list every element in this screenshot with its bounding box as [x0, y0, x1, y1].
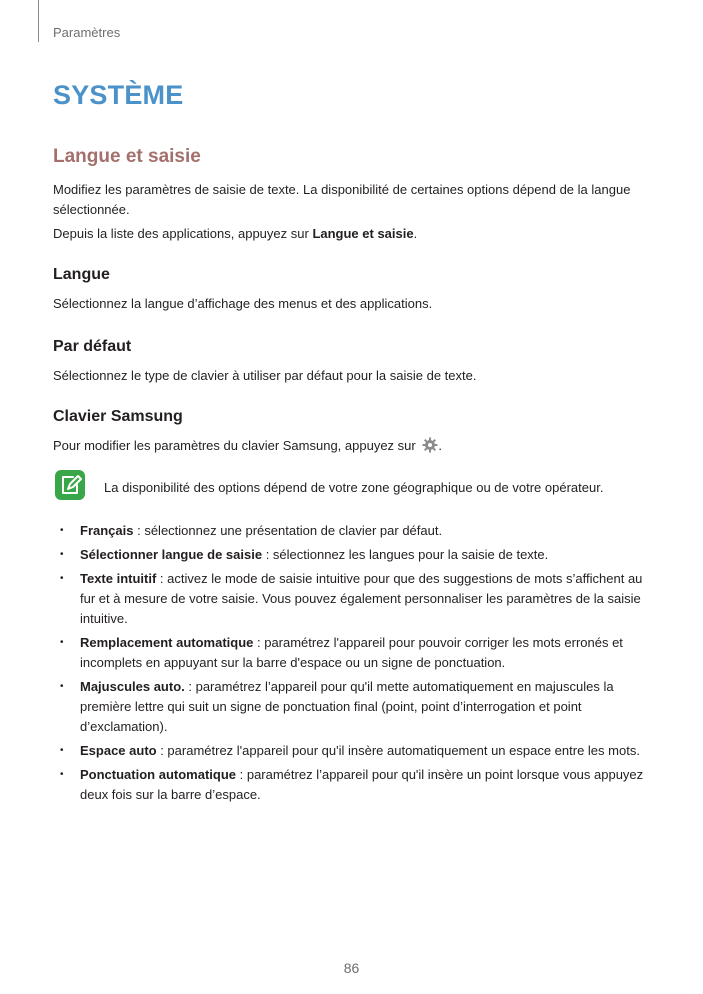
- langue-text: Sélectionnez la langue d’affichage des menus et des applications.: [53, 296, 433, 311]
- par-defaut-title: Par défaut: [53, 338, 132, 355]
- intro-instruction-bold: Langue et saisie: [312, 226, 414, 241]
- gear-icon: [422, 437, 438, 459]
- list-item-term: Texte intuitif: [80, 571, 157, 586]
- list-item-term: Français: [80, 523, 134, 538]
- clavier-text: [53, 436, 653, 459]
- list-item: [60, 633, 650, 673]
- list-item: [60, 521, 650, 541]
- clavier-text-suffix: .: [438, 438, 442, 453]
- page-number: 86: [343, 960, 360, 976]
- list-item-desc: : sélectionnez une présentation de clavier par défaut.: [133, 523, 443, 538]
- list-item-term: Ponctuation automatique: [80, 767, 236, 782]
- list-item-desc: : paramétrez l'appareil pour pouvoir corriger les mots erronés et incomplets en appuyant sur la barre d'espace ou un signe de ponctuation.: [80, 635, 623, 670]
- list-item: [60, 545, 650, 565]
- list-item-term: Sélectionner langue de saisie: [80, 547, 263, 562]
- intro-instruction-suffix: .: [413, 226, 418, 241]
- clavier-text-prefix: Pour modifier les paramètres du clavier Samsung, appuyez sur: [53, 438, 420, 453]
- intro-instruction: [53, 224, 653, 244]
- list-item: [60, 569, 650, 629]
- list-item-desc: : paramétrez l’appareil pour qu'il mette automatiquement en majuscules la première lettre qui suit un signe de ponctuation final (point, point d’interrogation et point d’exclamation).: [80, 679, 614, 734]
- note-pen-icon: [54, 469, 86, 501]
- intro-instruction-text: Depuis la liste des applications, appuyez sur: [53, 226, 313, 241]
- list-item-term: Espace auto: [80, 743, 157, 758]
- list-item-term: Remplacement automatique: [80, 635, 254, 650]
- subsection-title: Langue et saisie: [53, 146, 201, 167]
- section-title: SYSTÈME: [53, 80, 184, 110]
- langue-title: Langue: [53, 266, 110, 283]
- list-item: [60, 741, 650, 761]
- clavier-title: Clavier Samsung: [53, 408, 183, 425]
- intro-paragraph: Modifiez les paramètres de saisie de texte. La disponibilité de certaines options dépend de la langue sélectionnée.: [53, 182, 631, 217]
- list-item-desc: : activez le mode de saisie intuitive pour que des suggestions de mots s’affichent au fur et à mesure de votre saisie. Vous pouvez également personnaliser les paramètres de la saisie intuitive.: [80, 571, 643, 626]
- note-text: La disponibilité des options dépend de votre zone géographique ou de votre opérateur.: [104, 480, 604, 495]
- list-item-desc: : sélectionnez les langues pour la saisie de texte.: [262, 547, 549, 562]
- list-item-desc: : paramétrez l'appareil pour qu'il insère automatiquement un espace entre les mots.: [156, 743, 640, 758]
- header-rule: [38, 0, 39, 42]
- header-label: Paramètres: [53, 25, 121, 40]
- list-item: [60, 677, 650, 737]
- par-defaut-text: Sélectionnez le type de clavier à utiliser par défaut pour la saisie de texte.: [53, 368, 477, 383]
- list-item: [60, 765, 650, 805]
- list-item-desc: : paramétrez l’appareil pour qu'il insère un point lorsque vous appuyez deux fois sur la barre d’espace.: [80, 767, 644, 802]
- options-list: [60, 521, 650, 809]
- list-item-term: Majuscules auto.: [80, 679, 185, 694]
